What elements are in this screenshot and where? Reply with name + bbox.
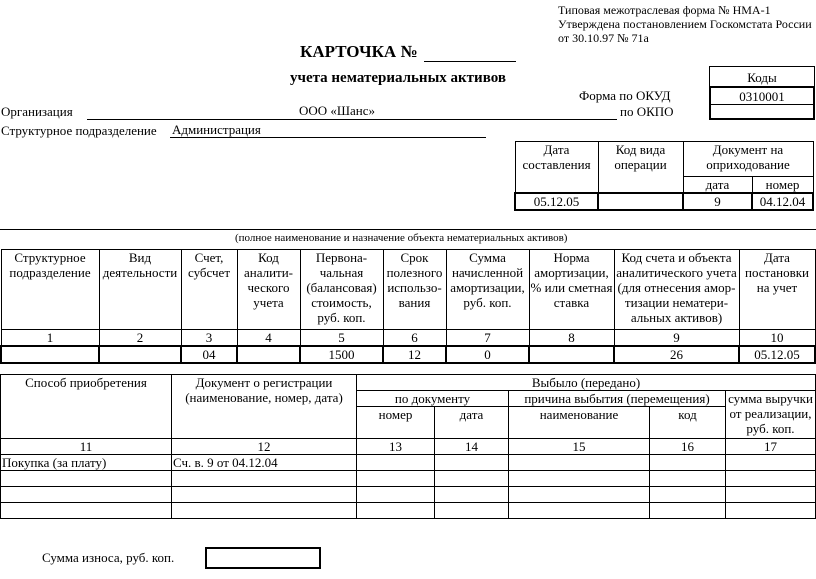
disp-r2-c5	[509, 471, 650, 487]
doc-op-code-header: Код вида операции	[598, 142, 683, 194]
main-table-data-row	[1, 346, 815, 363]
main-table-header-row	[1, 250, 815, 330]
disp-r1-c1: Покупка (за плату)	[1, 455, 172, 471]
reason-name-header: наименование	[509, 407, 650, 439]
okud-code: 0310001	[739, 89, 785, 104]
wear-sum-label: Сумма износа, руб. коп.	[42, 550, 175, 565]
approval-text: Утверждена постановлением Госкомстата России	[558, 17, 812, 31]
doc-receipt-date-value: 9	[683, 193, 752, 210]
disp-r1-c4	[435, 455, 509, 471]
dept-value: Администрация	[172, 122, 261, 137]
main-cell-7: 0	[446, 346, 529, 363]
asset-caption: (полное наименование и назначение объекта нематериальных активов)	[235, 232, 568, 244]
main-cell-2	[99, 346, 181, 363]
approval-date-text: от 30.10.97 № 71а	[558, 31, 649, 45]
codes-header-cell	[709, 66, 815, 87]
disp-r1-c7	[726, 455, 816, 471]
proceeds-header: сумма выручки от реализации, руб. коп.	[726, 391, 816, 439]
dept-underline	[170, 137, 486, 138]
disp-r2-c4	[435, 471, 509, 487]
disp-r4-c2	[172, 503, 357, 519]
main-num-9: 9	[614, 330, 739, 347]
disp-r2-c3	[357, 471, 435, 487]
doc-date-header: Дата составления	[515, 142, 598, 194]
main-header-10: Дата постановки на учет	[739, 250, 815, 330]
main-cell-9: 26	[614, 346, 739, 363]
doc-table	[514, 141, 814, 211]
disp-r1-c5	[509, 455, 650, 471]
main-table-number-row	[1, 330, 815, 347]
dept-label: Структурное подразделение	[1, 123, 157, 138]
main-header-4: Код аналити-ческого учета	[237, 250, 300, 330]
main-num-5: 5	[300, 330, 383, 347]
main-num-8: 8	[529, 330, 614, 347]
doc-receipt-header: Документ на оприходование	[683, 142, 813, 177]
doc-receipt-date-header: дата	[683, 177, 752, 194]
disp-num-16: 16	[650, 439, 726, 455]
main-num-3: 3	[181, 330, 237, 347]
main-cell-1	[1, 346, 99, 363]
disp-r3-c3	[357, 487, 435, 503]
okpo-label: по ОКПО	[620, 104, 674, 119]
card-title	[300, 42, 516, 62]
card-subtitle: учета нематериальных активов	[290, 70, 506, 86]
disp-num-11: 11	[1, 439, 172, 455]
main-header-1: Структурное подразделение	[1, 250, 99, 330]
disp-num-15: 15	[509, 439, 650, 455]
disp-r4-c3	[357, 503, 435, 519]
card-number-blank	[424, 45, 516, 62]
main-header-3: Счет, субсчет	[181, 250, 237, 330]
disp-r1-c6	[650, 455, 726, 471]
form-type-text: Типовая межотраслевая форма № НМА-1	[558, 3, 771, 17]
codes-values-box	[709, 86, 815, 120]
main-header-5: Первона-чальная (балансовая) стоимость, руб. коп.	[300, 250, 383, 330]
disposed-header: Выбыло (передано)	[357, 375, 816, 391]
disp-r2-c1	[1, 471, 172, 487]
main-num-10: 10	[739, 330, 815, 347]
doc-receipt-no-header: номер	[752, 177, 813, 194]
disposal-row	[1, 455, 816, 471]
main-num-6: 6	[383, 330, 446, 347]
main-table	[0, 249, 816, 364]
disp-r3-c2	[172, 487, 357, 503]
disp-num-13: 13	[357, 439, 435, 455]
by-doc-header: по документу	[357, 391, 509, 407]
disposal-table	[0, 374, 816, 519]
main-header-9: Код счета и объекта аналитического учета (для отнесения амор-тизации нематери-альных активов)	[614, 250, 739, 330]
reason-header: причина выбытия (перемещения)	[509, 391, 726, 407]
reason-code-header: код	[650, 407, 726, 439]
disposal-number-row	[1, 439, 816, 455]
doc-date-sub-header: дата	[435, 407, 509, 439]
main-header-6: Срок полезного использо-вания	[383, 250, 446, 330]
doc-op-code-value	[598, 193, 683, 210]
main-num-7: 7	[446, 330, 529, 347]
disp-r4-c5	[509, 503, 650, 519]
disp-num-14: 14	[435, 439, 509, 455]
asset-name-line	[0, 229, 816, 230]
main-cell-8	[529, 346, 614, 363]
main-num-1: 1	[1, 330, 99, 347]
disp-r3-c6	[650, 487, 726, 503]
disposal-row	[1, 487, 816, 503]
disp-r3-c4	[435, 487, 509, 503]
main-header-8: Норма амортизации, % или сметная ставка	[529, 250, 614, 330]
org-label: Организация	[1, 104, 73, 119]
disp-r3-c5	[509, 487, 650, 503]
codes-label: Коды	[747, 70, 777, 85]
card-title-text: КАРТОЧКА №	[300, 42, 418, 61]
main-header-2: Вид деятельности	[99, 250, 181, 330]
disp-r2-c2	[172, 471, 357, 487]
org-value: ООО «Шанс»	[299, 103, 376, 118]
main-cell-6: 12	[383, 346, 446, 363]
doc-receipt-no-value: 04.12.04	[752, 193, 813, 210]
disp-r1-c2: Сч. в. 9 от 04.12.04	[172, 455, 357, 471]
main-cell-5: 1500	[300, 346, 383, 363]
disp-r2-c7	[726, 471, 816, 487]
doc-date-value: 05.12.05	[515, 193, 598, 210]
disposal-row	[1, 471, 816, 487]
disp-r4-c1	[1, 503, 172, 519]
disp-num-12: 12	[172, 439, 357, 455]
doc-no-header: номер	[357, 407, 435, 439]
form-header-note	[558, 3, 812, 45]
main-cell-3: 04	[181, 346, 237, 363]
wear-sum-box	[205, 547, 321, 569]
disp-r3-c7	[726, 487, 816, 503]
main-num-4: 4	[237, 330, 300, 347]
okud-label: Форма по ОКУД	[579, 88, 671, 103]
disp-r3-c1	[1, 487, 172, 503]
disposal-row	[1, 503, 816, 519]
main-header-7: Сумма начисленной амортизации, руб. коп.	[446, 250, 529, 330]
disp-r1-c3	[357, 455, 435, 471]
main-num-2: 2	[99, 330, 181, 347]
acq-method-header: Способ приобретения	[1, 375, 172, 439]
main-cell-4	[237, 346, 300, 363]
disp-r2-c6	[650, 471, 726, 487]
disp-r4-c7	[726, 503, 816, 519]
reg-doc-header: Документ о регистрации (наименование, номер, дата)	[172, 375, 357, 439]
disp-r4-c6	[650, 503, 726, 519]
disp-num-17: 17	[726, 439, 816, 455]
disp-r4-c4	[435, 503, 509, 519]
org-underline	[87, 119, 617, 120]
main-cell-10: 05.12.05	[739, 346, 815, 363]
